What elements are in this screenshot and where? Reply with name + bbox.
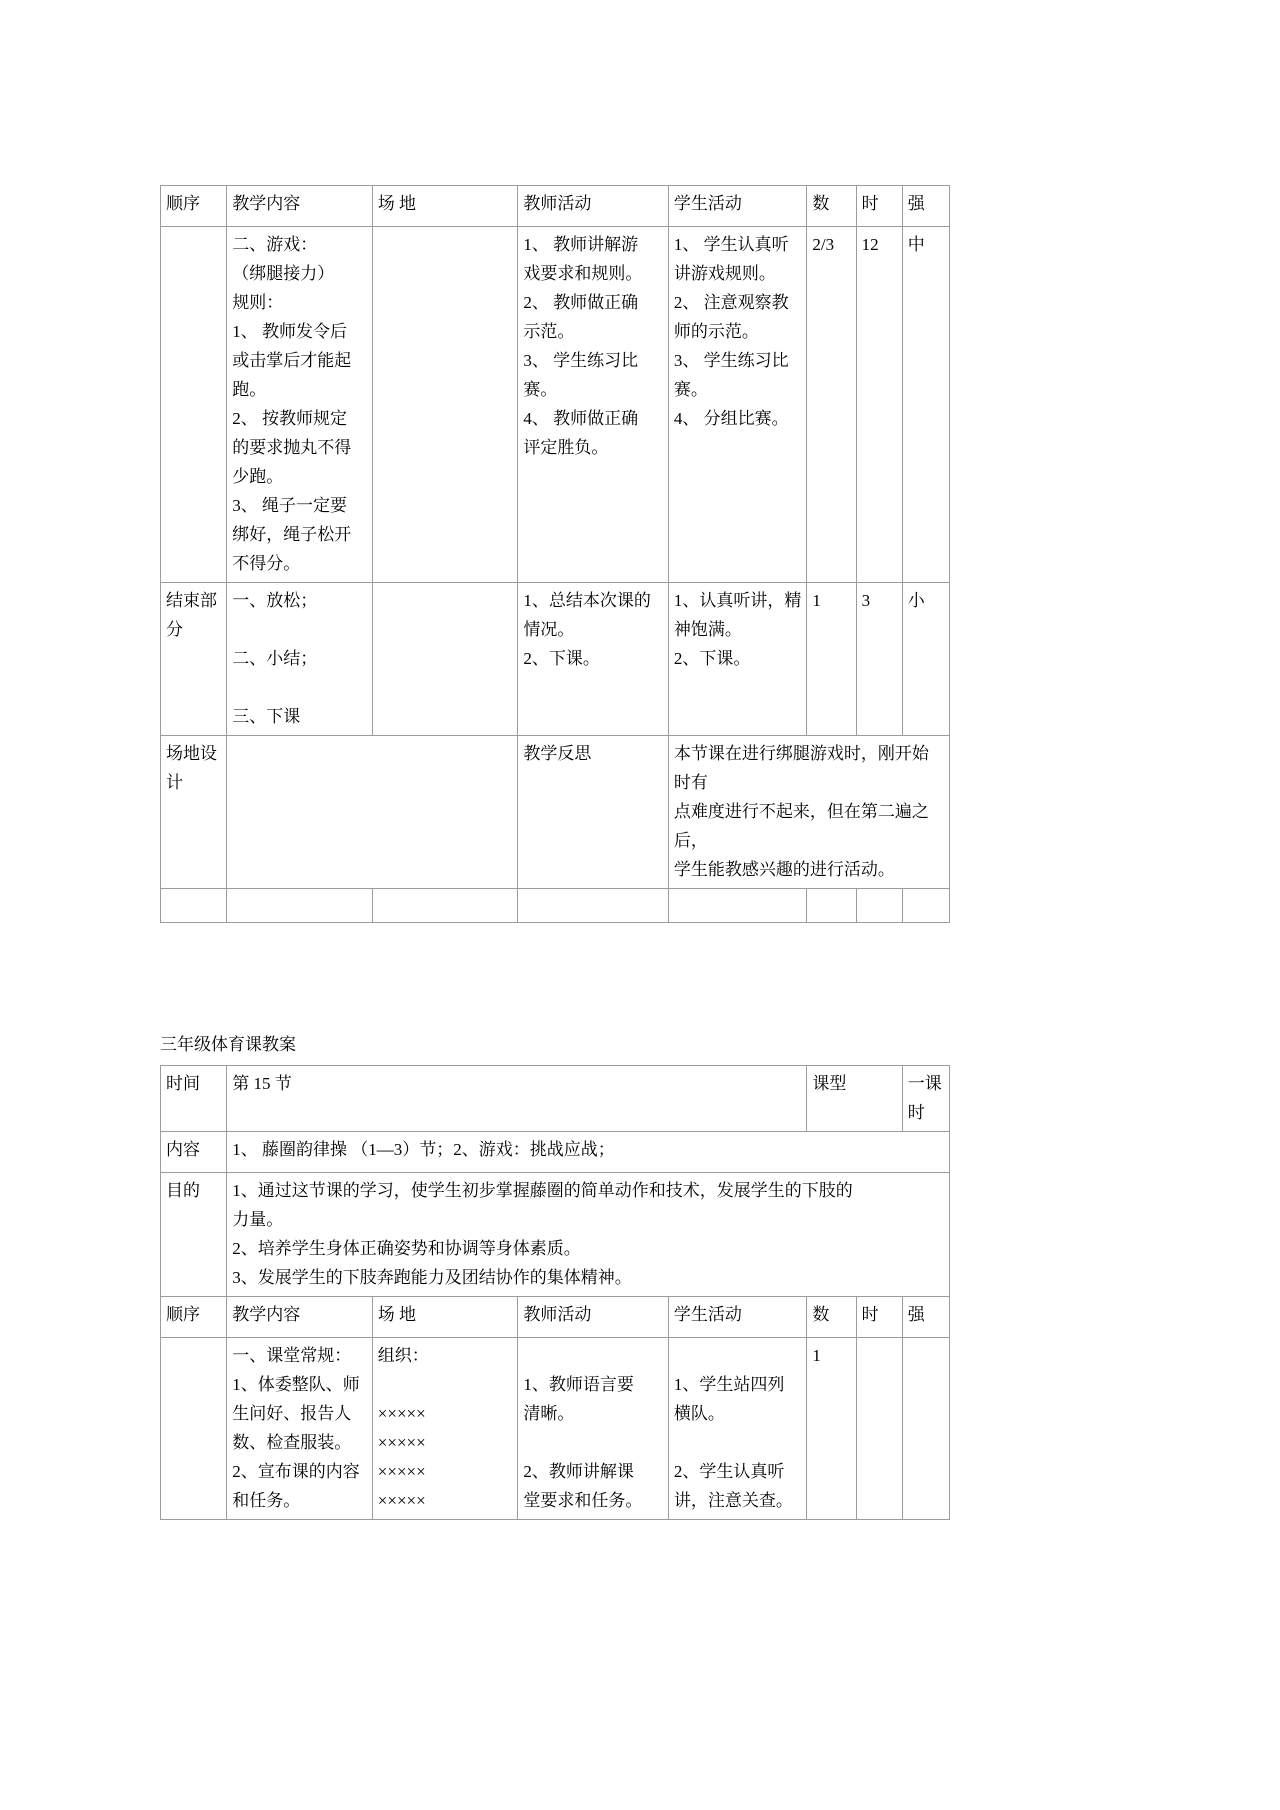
table-bottom-header-row [161,1297,950,1338]
row-venue: 组织： ××××× ××××× ××××× ××××× [372,1338,518,1520]
teaching-reflection-label: 教学反思 [518,736,669,889]
empty-cell [161,889,227,923]
table-row [161,1338,950,1520]
header-student-activity: 学生活动 [668,186,807,227]
value-purpose: 1、通过这节课的学习，使学生初步掌握藤圈的简单动作和技术，发展学生的下肢的 力量。 2、培养学生身体正确姿势和协调等身体素质。 3、发展学生的下肢奔跑能力及团结协作的集体精神。 [227,1173,950,1297]
venue-design-label: 场地设计 [161,736,227,889]
label-time: 时间 [161,1066,227,1132]
lesson-plan-table-top [160,185,950,923]
header-time: 时 [856,186,902,227]
empty-cell [807,889,856,923]
row-teaching-content: 一、放松； 二、小结； 三、下课 [227,583,373,736]
info-row-time [161,1066,950,1132]
header-time: 时 [856,1297,902,1338]
info-row-content [161,1132,950,1173]
row-intensity [902,1338,949,1520]
empty-cell [227,889,373,923]
reflection-row [161,736,950,889]
row-count: 1 [807,583,856,736]
label-course-type: 课型 [807,1066,902,1132]
page-title: 三年级体育课教案 [160,1035,296,1054]
info-row-purpose [161,1173,950,1297]
row-venue [372,583,518,736]
row-teacher-activity: 1、 教师讲解游 戏要求和规则。 2、 教师做正确 示范。 3、 学生练习比 赛。 4、 教师做正确 评定胜负。 [518,227,669,583]
teaching-reflection-text: 本节课在进行绑腿游戏时，刚开始时有 点难度进行不起来，但在第二遍之后， 学生能教感兴趣的进行活动。 [668,736,949,889]
header-venue: 场 地 [372,1297,518,1338]
row-student-activity: 1、认真听讲，精 神饱满。 2、下课。 [668,583,807,736]
header-teacher-activity: 教师活动 [518,186,669,227]
value-content: 1、 藤圈韵律操 （1—3）节；2、游戏：挑战应战； [227,1132,950,1173]
empty-cell [668,889,807,923]
row-intensity: 小 [902,583,949,736]
empty-cell [372,889,518,923]
row-teacher-activity: 1、教师语言要 清晰。 2、教师讲解课 堂要求和任务。 [518,1338,669,1520]
value-time: 第 15 节 [227,1066,807,1132]
header-student-activity: 学生活动 [668,1297,807,1338]
label-content: 内容 [161,1132,227,1173]
table-row [161,227,950,583]
row-time: 3 [856,583,902,736]
header-content: 教学内容 [227,1297,373,1338]
page-gap [160,923,1120,1031]
header-intensity: 强 [902,1297,949,1338]
header-teacher-activity: 教师活动 [518,1297,669,1338]
row-count: 1 [807,1338,856,1520]
empty-cell [856,889,902,923]
empty-cell [902,889,949,923]
row-student-activity: 1、 学生认真听 讲游戏规则。 2、 注意观察教 师的示范。 3、 学生练习比 赛。 4、 分组比赛。 [668,227,807,583]
header-order: 顺序 [161,186,227,227]
row-intensity: 中 [902,227,949,583]
row-time: 12 [856,227,902,583]
row-venue [372,227,518,583]
table-top-header-row [161,186,950,227]
row-order-label [161,227,227,583]
row-student-activity: 1、学生站四列 横队。 2、学生认真听 讲，注意关查。 [668,1338,807,1520]
row-time [856,1338,902,1520]
row-count: 2/3 [807,227,856,583]
header-intensity: 强 [902,186,949,227]
header-content: 教学内容 [227,186,373,227]
header-count: 数 [807,1297,856,1338]
table-row [161,583,950,736]
venue-design-area [227,736,518,889]
header-order: 顺序 [161,1297,227,1338]
header-count: 数 [807,186,856,227]
row-teacher-activity: 1、总结本次课的 情况。 2、下课。 [518,583,669,736]
table-empty-row [161,889,950,923]
lesson-plan-table-bottom [160,1065,950,1520]
header-venue: 场 地 [372,186,518,227]
label-purpose: 目的 [161,1173,227,1297]
row-order-label: 结束部分 [161,583,227,736]
row-teaching-content: 一、课堂常规： 1、体委整队、师 生问好、报告人 数、检查服装。 2、宣布课的内容 和任务。 [227,1338,373,1520]
row-order-label [161,1338,227,1520]
row-teaching-content: 二、游戏： （绑腿接力） 规则： 1、 教师发令后 或击掌后才能起 跑。 2、 按教师规定 的要求抛丸不得 少跑。 3、 绳子一定要 绑好，绳子松开 不得分。 [227,227,373,583]
value-course-type: 一课时 [902,1066,949,1132]
empty-cell [518,889,669,923]
